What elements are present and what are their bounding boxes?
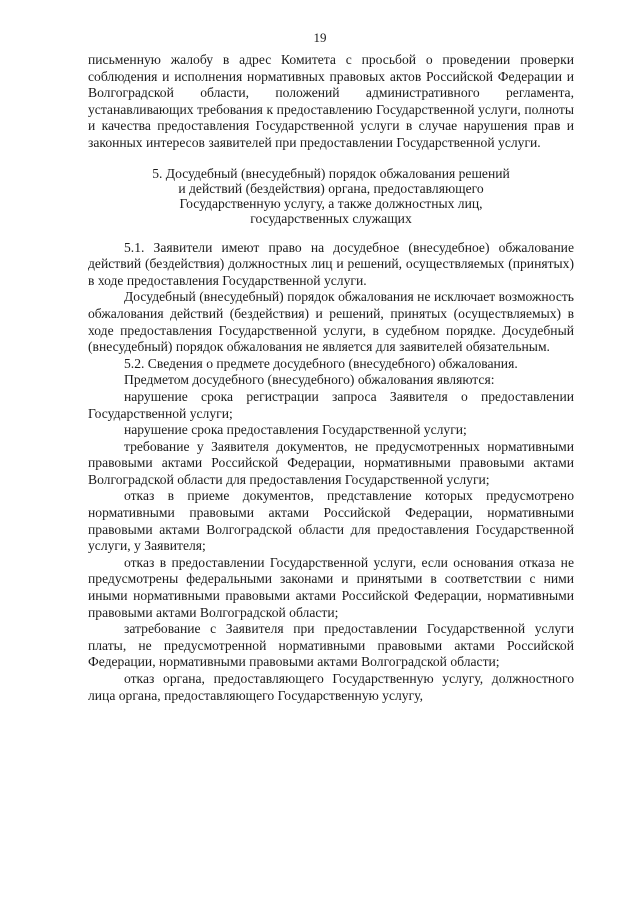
paragraph-5-2: 5.2. Сведения о предмете досудебного (внесудебного) обжалования. — [124, 355, 518, 371]
heading-line: 5. Досудебный (внесудебный) порядок обжалования решений — [152, 165, 510, 181]
list-item-extra-documents: требование у Заявителя документов, не предусмотренных нормативными правовыми актами Российской Федерации, нормативными правовыми актами Волгоградской области для предоставления Государственной услуги; — [88, 438, 574, 487]
list-item-refusal-service: отказ в предоставлении Государственной услуги, если основания отказа не предусмотрены федеральными законами и принятыми в соответствии с ними иными нормативными правовыми актами Российской Федерации, нормативными правовыми актами Волгоградской области; — [88, 554, 574, 620]
heading-line: государственных служащих — [250, 210, 412, 226]
section-5-heading — [88, 166, 574, 226]
list-item-refusal-acceptance: отказ в приеме документов, представление которых предусмотрено нормативными правовыми актами Российской Федерации, нормативными правовыми актами Волгоградской области для предоставления Государственной услуги, у Заявителя; — [88, 488, 574, 554]
list-item-refusal-official: отказ органа, предоставляющего Государственную услугу, должностного лица органа, предоставляющего Государственную услугу, — [88, 671, 574, 703]
paragraph-complaint-continuation: письменную жалобу в адрес Комитета с просьбой о проведении проверки соблюдения и исполнения нормативных правовых актов Российской Федерации и Волгоградской области, положений административного регламента, устанавливающих требования к предоставлению Государственной услуги, полноты и качества предоставления Государственной услуги в случае нарушения прав и законных интересов заявителей при предоставлении Государственной услуги. — [88, 52, 574, 150]
page-number: 19 — [313, 30, 327, 45]
paragraph-pretrial-order: Досудебный (внесудебный) порядок обжалования не исключает возможность обжалования действий (бездействия) и решений, принятых (осуществляемых) в ходе предоставления Государственной услуги, в судебном порядке. Досудебный (внесудебный) порядок обжалования не является для заявителей обязательным. — [88, 289, 574, 355]
list-item-registration-deadline: нарушение срока регистрации запроса Заявителя о предоставлении Государственной услуги; — [88, 388, 574, 421]
heading-line: и действий (бездействия) органа, предоставляющего — [178, 180, 484, 196]
list-item-service-deadline: нарушение срока предоставления Государственной услуги; — [124, 422, 467, 438]
paragraph-5-1: 5.1. Заявители имеют право на досудебное (внесудебное) обжалование действий (бездействия) должностных лиц и решений, осуществляемых (принятых) в ходе предоставления Государственной услуги. — [88, 239, 574, 288]
paragraph-subject-intro: Предметом досудебного (внесудебного) обжалования являются: — [124, 372, 495, 388]
list-item-payment-demand: затребование с Заявителя при предоставлении Государственной услуги платы, не предусмотренной нормативными правовыми актами Российской Федерации, нормативными правовыми актами Волгоградской области; — [88, 621, 574, 670]
document-body — [88, 52, 574, 704]
heading-line: Государственную услугу, а также должностных лиц, — [179, 195, 483, 211]
